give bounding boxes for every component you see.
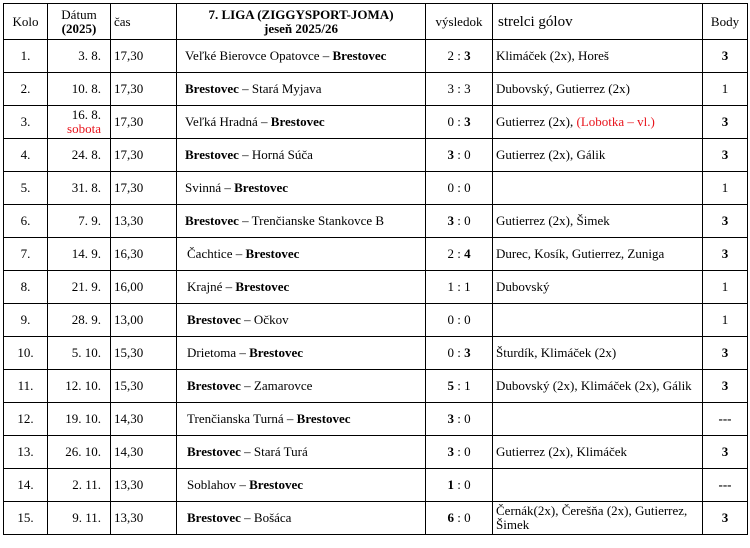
datum-value: 10. 8. <box>71 81 101 96</box>
body-cell: 3 <box>703 436 748 469</box>
score-colon: : <box>453 279 465 294</box>
datum-cell <box>48 436 111 469</box>
body-cell: --- <box>703 403 748 436</box>
match-cell <box>177 304 426 337</box>
score-home: 0 <box>447 180 454 195</box>
score-away: 3 <box>464 114 471 129</box>
cas-cell: 17,30 <box>111 106 177 139</box>
datum-cell <box>48 403 111 436</box>
score-cell <box>426 337 493 370</box>
score-away: 0 <box>464 411 471 426</box>
score-cell <box>426 304 493 337</box>
strelci-text: Klimáček (2x), Horeš <box>496 48 609 63</box>
home-team: Veľké Bierovce Opatovce <box>185 48 320 63</box>
datum-value: 16. 8. <box>71 107 101 122</box>
body-cell: 3 <box>703 205 748 238</box>
match-dash: – <box>236 477 250 492</box>
score-colon: : <box>453 411 465 426</box>
strelci-cell <box>493 40 703 73</box>
match-cell <box>177 271 426 304</box>
datum-value: 21. 9. <box>71 279 101 294</box>
datum-value: 9. 11. <box>72 510 101 525</box>
body-cell: 1 <box>703 73 748 106</box>
datum-cell <box>48 139 111 172</box>
table-row <box>4 40 748 73</box>
score-colon: : <box>453 444 465 459</box>
datum-cell <box>48 238 111 271</box>
home-team: Brestovec <box>187 378 241 393</box>
datum-cell <box>48 205 111 238</box>
score-away: 0 <box>464 477 471 492</box>
datum-cell <box>48 40 111 73</box>
match-dash: – <box>221 180 235 195</box>
strelci-cell <box>493 403 703 436</box>
score-away: 3 <box>464 48 471 63</box>
away-team: Brestovec <box>296 411 351 426</box>
strelci-text: Dubovský <box>496 279 550 294</box>
cas-cell: 17,30 <box>111 73 177 106</box>
fixtures-table <box>3 3 748 535</box>
body-cell: 3 <box>703 502 748 535</box>
score-colon: : <box>453 213 465 228</box>
kolo-cell: 4. <box>4 139 48 172</box>
away-team: Stará Turá <box>253 444 308 459</box>
body-cell: 1 <box>703 271 748 304</box>
score-home: 0 <box>447 114 454 129</box>
away-team: Horná Súča <box>251 147 313 162</box>
datum-cell <box>48 370 111 403</box>
match-dash: – <box>222 279 236 294</box>
score-cell <box>426 238 493 271</box>
table-row <box>4 238 748 271</box>
match-dash: – <box>319 48 333 63</box>
table-row <box>4 73 748 106</box>
score-home: 3 <box>447 444 454 459</box>
cas-cell: 13,30 <box>111 469 177 502</box>
away-team: Brestovec <box>234 180 289 195</box>
datum-value: 26. 10. <box>65 444 101 459</box>
table-row <box>4 139 748 172</box>
kolo-cell: 5. <box>4 172 48 205</box>
score-home: 3 <box>447 147 454 162</box>
strelci-cell <box>493 172 703 205</box>
match-cell <box>177 469 426 502</box>
score-cell <box>426 205 493 238</box>
away-team: Brestovec <box>249 345 303 360</box>
score-home: 1 <box>447 477 454 492</box>
score-home: 6 <box>447 510 454 525</box>
kolo-cell: 11. <box>4 370 48 403</box>
kolo-cell: 15. <box>4 502 48 535</box>
cas-cell: 17,30 <box>111 172 177 205</box>
datum-value: 31. 8. <box>71 180 101 195</box>
score-colon: : <box>453 180 465 195</box>
strelci-text: Šturdík, Klimáček (2x) <box>496 345 617 360</box>
strelci-cell <box>493 205 703 238</box>
score-cell <box>426 271 493 304</box>
strelci-text: Gutierrez (2x), Gálik <box>496 147 606 162</box>
cas-cell: 15,30 <box>111 337 177 370</box>
home-team: Soblahov <box>187 477 237 492</box>
table-row <box>4 436 748 469</box>
body-cell: 3 <box>703 238 748 271</box>
datum-cell <box>48 337 111 370</box>
match-cell <box>177 436 426 469</box>
match-dash: – <box>236 345 250 360</box>
table-row <box>4 271 748 304</box>
score-cell <box>426 172 493 205</box>
table-row <box>4 370 748 403</box>
score-away: 1 <box>464 279 471 294</box>
datum-value: 14. 9. <box>71 246 101 261</box>
match-dash: – <box>240 378 254 393</box>
score-colon: : <box>453 477 465 492</box>
match-cell <box>177 337 426 370</box>
score-cell <box>426 139 493 172</box>
strelci-cell <box>493 502 703 535</box>
cas-cell: 16,00 <box>111 271 177 304</box>
datum-cell <box>48 502 111 535</box>
away-team: Zamarovce <box>253 378 313 393</box>
home-team: Brestovec <box>185 213 239 228</box>
strelci-cell <box>493 106 703 139</box>
datum-value: 5. 10. <box>71 345 101 360</box>
away-team: Brestovec <box>270 114 325 129</box>
match-cell <box>177 40 426 73</box>
home-team: Brestovec <box>185 81 239 96</box>
kolo-cell: 6. <box>4 205 48 238</box>
strelci-cell <box>493 139 703 172</box>
league-title <box>177 4 426 40</box>
datum-value: 19. 10. <box>65 411 101 426</box>
match-dash: – <box>240 444 254 459</box>
away-team: Brestovec <box>245 246 300 261</box>
datum-value: 12. 10. <box>65 378 101 393</box>
score-cell <box>426 370 493 403</box>
match-cell <box>177 370 426 403</box>
kolo-cell: 3. <box>4 106 48 139</box>
away-team: Brestovec <box>235 279 290 294</box>
score-away: 0 <box>464 213 471 228</box>
kolo-cell: 1. <box>4 40 48 73</box>
strelci-text: Dubovský (2x), Klimáček (2x), Gálik <box>496 378 692 393</box>
match-dash: – <box>240 312 254 327</box>
strelci-text: Černák(2x), Čerešňa (2x), Gutierrez, Šimek <box>496 503 688 532</box>
score-colon: : <box>453 378 465 393</box>
strelci-cell <box>493 436 703 469</box>
datum-cell <box>48 469 111 502</box>
score-home: 3 <box>447 411 454 426</box>
match-cell <box>177 139 426 172</box>
body-cell: 3 <box>703 370 748 403</box>
table-row <box>4 205 748 238</box>
score-colon: : <box>453 510 465 525</box>
kolo-cell: 7. <box>4 238 48 271</box>
score-colon: : <box>453 246 465 261</box>
score-away: 3 <box>464 81 471 96</box>
score-home: 3 <box>447 213 454 228</box>
match-cell <box>177 205 426 238</box>
cas-cell: 16,30 <box>111 238 177 271</box>
strelci-cell <box>493 238 703 271</box>
score-away: 0 <box>464 147 471 162</box>
score-cell <box>426 469 493 502</box>
match-cell <box>177 73 426 106</box>
score-colon: : <box>453 345 465 360</box>
away-team: Brestovec <box>249 477 304 492</box>
body-cell: 1 <box>703 304 748 337</box>
table-row <box>4 337 748 370</box>
strelci-text: Dubovský, Gutierrez (2x) <box>496 81 630 96</box>
body-cell: 3 <box>703 139 748 172</box>
score-home: 2 <box>447 48 454 63</box>
strelci-cell <box>493 337 703 370</box>
strelci-cell <box>493 73 703 106</box>
cas-cell: 17,30 <box>111 40 177 73</box>
strelci-own-goal: (Lobotka – vl.) <box>576 114 655 129</box>
score-colon: : <box>453 48 465 63</box>
cas-cell: 14,30 <box>111 436 177 469</box>
match-dash: – <box>232 246 246 261</box>
home-team: Krajné <box>187 279 223 294</box>
score-away: 3 <box>464 345 471 360</box>
home-team: Brestovec <box>187 510 241 525</box>
score-away: 1 <box>464 378 471 393</box>
match-cell <box>177 238 426 271</box>
kolo-cell: 12. <box>4 403 48 436</box>
away-team: Očkov <box>253 312 289 327</box>
match-dash: – <box>238 213 252 228</box>
match-dash: – <box>238 81 252 96</box>
cas-cell: 14,30 <box>111 403 177 436</box>
datum-header-line2: (2025) <box>61 20 97 36</box>
datum-value: 7. 9. <box>78 213 101 228</box>
home-team: Drietoma <box>187 345 237 360</box>
strelci-cell <box>493 469 703 502</box>
away-team: Stará Myjava <box>251 81 322 96</box>
score-cell <box>426 436 493 469</box>
home-team: Trenčianska Turná <box>187 411 284 426</box>
strelci-text: Gutierrez (2x), <box>496 114 574 129</box>
body-cell: 3 <box>703 40 748 73</box>
score-home: 0 <box>447 312 454 327</box>
kolo-cell: 2. <box>4 73 48 106</box>
table-row <box>4 403 748 436</box>
score-home: 0 <box>447 345 454 360</box>
score-home: 1 <box>447 279 454 294</box>
score-cell <box>426 40 493 73</box>
match-dash: – <box>283 411 297 426</box>
kolo-header: Kolo <box>4 4 48 40</box>
away-team: Bošáca <box>253 510 292 525</box>
cas-header: čas <box>111 4 177 40</box>
table-row <box>4 304 748 337</box>
match-cell <box>177 502 426 535</box>
match-cell <box>177 172 426 205</box>
strelci-header: strelci gólov <box>493 4 703 40</box>
datum-value: 24. 8. <box>71 147 101 162</box>
strelci-text: Gutierrez (2x), Klimáček <box>496 444 628 459</box>
datum-value: 2. 11. <box>72 477 101 492</box>
strelci-cell <box>493 271 703 304</box>
score-home: 2 <box>447 246 454 261</box>
datum-cell <box>48 271 111 304</box>
score-away: 4 <box>464 246 471 261</box>
datum-cell <box>48 106 111 139</box>
score-home: 3 <box>447 81 454 96</box>
strelci-cell <box>493 370 703 403</box>
datum-note: sobota <box>67 121 101 136</box>
score-cell <box>426 106 493 139</box>
score-away: 0 <box>464 312 471 327</box>
score-cell <box>426 73 493 106</box>
datum-header-line1: Dátum <box>61 6 97 22</box>
header-row <box>4 4 748 40</box>
cas-cell: 13,30 <box>111 502 177 535</box>
home-team: Brestovec <box>187 444 241 459</box>
home-team: Čachtice <box>187 246 233 261</box>
score-away: 0 <box>464 180 471 195</box>
score-colon: : <box>453 312 465 327</box>
match-dash: – <box>240 510 254 525</box>
body-cell: --- <box>703 469 748 502</box>
match-cell <box>177 403 426 436</box>
table-row <box>4 172 748 205</box>
strelci-text: Durec, Kosík, Gutierrez, Zuniga <box>496 246 665 261</box>
body-cell: 1 <box>703 172 748 205</box>
strelci-text: Gutierrez (2x), Šimek <box>496 213 610 228</box>
datum-value: 3. 8. <box>78 48 101 63</box>
away-team: Trenčianske Stankovce B <box>251 213 385 228</box>
datum-cell <box>48 304 111 337</box>
table-row <box>4 469 748 502</box>
away-team: Brestovec <box>332 48 387 63</box>
score-colon: : <box>453 81 465 96</box>
body-cell: 3 <box>703 106 748 139</box>
body-header: Body <box>703 4 748 40</box>
score-away: 0 <box>464 510 471 525</box>
score-away: 0 <box>464 444 471 459</box>
vysledok-header: výsledok <box>426 4 493 40</box>
score-cell <box>426 403 493 436</box>
kolo-cell: 10. <box>4 337 48 370</box>
league-title-line2: jeseň 2025/26 <box>263 20 339 36</box>
league-title-line1: 7. LIGA (ZIGGYSPORT-JOMA) <box>208 6 394 22</box>
table-row <box>4 502 748 535</box>
cas-cell: 15,30 <box>111 370 177 403</box>
kolo-cell: 13. <box>4 436 48 469</box>
match-dash: – <box>257 114 271 129</box>
home-team: Veľká Hradná <box>185 114 258 129</box>
match-cell <box>177 106 426 139</box>
datum-value: 28. 9. <box>71 312 101 327</box>
score-cell <box>426 502 493 535</box>
match-dash: – <box>238 147 252 162</box>
cas-cell: 13,00 <box>111 304 177 337</box>
score-colon: : <box>453 114 465 129</box>
cas-cell: 17,30 <box>111 139 177 172</box>
datum-cell <box>48 172 111 205</box>
table-row <box>4 106 748 139</box>
kolo-cell: 9. <box>4 304 48 337</box>
score-colon: : <box>453 147 465 162</box>
strelci-cell <box>493 304 703 337</box>
cas-cell: 13,30 <box>111 205 177 238</box>
score-home: 5 <box>447 378 454 393</box>
body-cell: 3 <box>703 337 748 370</box>
home-team: Brestovec <box>185 147 239 162</box>
home-team: Brestovec <box>187 312 241 327</box>
home-team: Svinná <box>185 180 222 195</box>
datum-cell <box>48 73 111 106</box>
kolo-cell: 14. <box>4 469 48 502</box>
kolo-cell: 8. <box>4 271 48 304</box>
datum-header <box>48 4 111 40</box>
